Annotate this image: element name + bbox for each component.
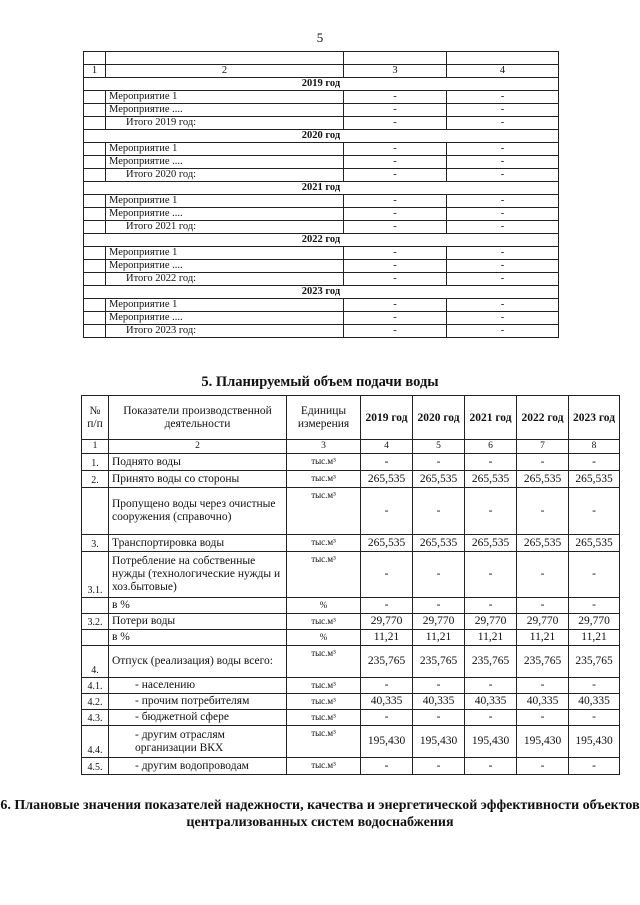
value-cell: - [344, 117, 447, 130]
value-cell: - [465, 678, 517, 694]
year-row [84, 234, 559, 247]
value-cell: 265,535 [361, 471, 413, 488]
year-row [84, 130, 559, 143]
col-index: 3 [287, 440, 361, 454]
value-cell: - [344, 299, 447, 312]
event-name: Мероприятие 1 [106, 195, 344, 208]
col-number: 1 [84, 65, 106, 78]
value-cell: - [344, 221, 447, 234]
indicator-name: Потери воды [109, 614, 287, 630]
row-marker [84, 299, 106, 312]
col-number: 4 [447, 65, 559, 78]
value-cell: 265,535 [517, 535, 569, 552]
value-cell: - [447, 325, 559, 338]
value-cell: 11,21 [517, 630, 569, 646]
row-number: 4.5. [82, 758, 109, 775]
table-row [82, 694, 620, 710]
indicator-name: - другим водопроводам [109, 758, 287, 775]
col-number: 2 [106, 65, 344, 78]
year-label: 2022 год [84, 234, 559, 247]
value-cell: 29,770 [569, 614, 620, 630]
value-cell: 29,770 [361, 614, 413, 630]
indicator-name: Отпуск (реализация) воды всего: [109, 646, 287, 678]
unit-cell: % [287, 598, 361, 614]
value-cell: 11,21 [465, 630, 517, 646]
row-number [82, 598, 109, 614]
row-number: 4.2. [82, 694, 109, 710]
indicator-name: в % [109, 630, 287, 646]
indicator-name: Поднято воды [109, 454, 287, 471]
unit-cell: тыс.м³ [287, 646, 361, 678]
col-index: 4 [361, 440, 413, 454]
table-row [82, 535, 620, 552]
table-row [84, 273, 559, 286]
value-cell: - [413, 710, 465, 726]
table-row [82, 598, 620, 614]
indicator-name: - прочим потребителям [109, 694, 287, 710]
table-row [84, 169, 559, 182]
value-cell: 29,770 [465, 614, 517, 630]
value-cell: 235,765 [465, 646, 517, 678]
unit-cell: тыс.м³ [287, 694, 361, 710]
value-cell: 40,335 [413, 694, 465, 710]
table-row [84, 325, 559, 338]
value-cell: - [447, 260, 559, 273]
row-marker [84, 260, 106, 273]
table-row [84, 143, 559, 156]
unit-cell: тыс.м³ [287, 678, 361, 694]
row-marker [84, 312, 106, 325]
value-cell: 195,430 [361, 726, 413, 758]
value-cell: - [517, 678, 569, 694]
year-row [84, 78, 559, 91]
year-row [84, 182, 559, 195]
value-cell: - [361, 488, 413, 535]
table-header-row [82, 396, 620, 440]
value-cell: - [413, 552, 465, 598]
value-cell: 11,21 [569, 630, 620, 646]
unit-cell: тыс.м³ [287, 710, 361, 726]
value-cell: - [447, 169, 559, 182]
col-number: 3 [344, 65, 447, 78]
value-cell: - [344, 247, 447, 260]
col-index: 7 [517, 440, 569, 454]
col-index: 8 [569, 440, 620, 454]
value-cell: 195,430 [569, 726, 620, 758]
indicator-name: Потребление на собственные нужды (технологические нужды и хоз.бытовые) [109, 552, 287, 598]
page-number: 5 [316, 30, 324, 45]
value-cell: - [517, 598, 569, 614]
year-label: 2020 год [84, 130, 559, 143]
table-row [84, 117, 559, 130]
event-name: Мероприятие .... [106, 156, 344, 169]
value-cell: 265,535 [465, 471, 517, 488]
value-cell: - [344, 195, 447, 208]
value-cell: 265,535 [569, 471, 620, 488]
value-cell: - [344, 260, 447, 273]
year-row [84, 286, 559, 299]
col-index: 2 [109, 440, 287, 454]
value-cell: - [465, 710, 517, 726]
value-cell: - [361, 678, 413, 694]
col-index: 5 [413, 440, 465, 454]
value-cell: - [447, 91, 559, 104]
row-number: 3.1. [82, 552, 109, 598]
value-cell: 40,335 [517, 694, 569, 710]
row-marker [84, 156, 106, 169]
value-cell: 235,765 [413, 646, 465, 678]
value-cell: - [517, 758, 569, 775]
value-cell: - [344, 104, 447, 117]
table-row [82, 646, 620, 678]
table-row [84, 299, 559, 312]
table-row [82, 630, 620, 646]
value-cell: 29,770 [413, 614, 465, 630]
indicator-name: Транспортировка воды [109, 535, 287, 552]
value-cell: - [413, 758, 465, 775]
table-blank-row [84, 52, 559, 65]
section-5-title: 5. Планируемый объем подачи воды [201, 374, 439, 390]
value-cell: - [517, 710, 569, 726]
value-cell: - [447, 273, 559, 286]
value-cell: - [465, 488, 517, 535]
header-year: 2021 год [465, 396, 517, 440]
header-unit: Единицы измерения [287, 396, 361, 440]
value-cell: - [447, 221, 559, 234]
value-cell: - [344, 91, 447, 104]
value-cell: - [361, 454, 413, 471]
row-number: 4.4. [82, 726, 109, 758]
event-name: Итого 2023 год: [106, 325, 344, 338]
value-cell: - [344, 208, 447, 221]
value-cell: 195,430 [465, 726, 517, 758]
indicator-name: Принято воды со стороны [109, 471, 287, 488]
value-cell: 40,335 [465, 694, 517, 710]
value-cell: - [344, 169, 447, 182]
table-row [82, 552, 620, 598]
table-row [82, 471, 620, 488]
table-row [84, 91, 559, 104]
value-cell: - [413, 598, 465, 614]
event-name: Итого 2022 год: [106, 273, 344, 286]
table-row [82, 454, 620, 471]
header-year: 2020 год [413, 396, 465, 440]
value-cell: - [569, 710, 620, 726]
value-cell: - [447, 156, 559, 169]
value-cell: - [447, 117, 559, 130]
value-cell: 265,535 [569, 535, 620, 552]
value-cell: - [465, 598, 517, 614]
header-indicator: Показатели производственной деятельности [109, 396, 287, 440]
unit-cell: тыс.м³ [287, 488, 361, 535]
value-cell: 265,535 [413, 471, 465, 488]
year-label: 2023 год [84, 286, 559, 299]
value-cell: - [344, 325, 447, 338]
value-cell: 29,770 [517, 614, 569, 630]
row-marker [84, 195, 106, 208]
value-cell: - [569, 758, 620, 775]
value-cell: - [569, 454, 620, 471]
row-marker [84, 208, 106, 221]
event-name: Мероприятие .... [106, 312, 344, 325]
row-marker [84, 91, 106, 104]
event-name: Мероприятие .... [106, 260, 344, 273]
row-number: 2. [82, 471, 109, 488]
value-cell: - [569, 678, 620, 694]
value-cell: 235,765 [569, 646, 620, 678]
row-marker [84, 221, 106, 234]
table-row [84, 221, 559, 234]
value-cell: - [361, 598, 413, 614]
table-row [84, 156, 559, 169]
row-number [82, 630, 109, 646]
value-cell: 265,535 [413, 535, 465, 552]
value-cell: 195,430 [413, 726, 465, 758]
value-cell: 265,535 [361, 535, 413, 552]
value-cell: - [447, 195, 559, 208]
row-number: 3.2. [82, 614, 109, 630]
value-cell: - [413, 678, 465, 694]
event-name: Мероприятие .... [106, 104, 344, 117]
row-number: 3. [82, 535, 109, 552]
row-number: 4.1. [82, 678, 109, 694]
water-supply-table [81, 395, 620, 775]
value-cell: - [569, 552, 620, 598]
table-header-numbers [84, 65, 559, 78]
table-row [82, 710, 620, 726]
table-row [84, 312, 559, 325]
table-row [82, 726, 620, 758]
table-row [82, 614, 620, 630]
value-cell: 265,535 [517, 471, 569, 488]
value-cell: - [465, 454, 517, 471]
value-cell: - [465, 758, 517, 775]
event-name: Итого 2021 год: [106, 221, 344, 234]
section-6-title: 6. Плановые значения показателей надежности, качества и энергетической эффективности объектов централизованных систем водоснабжения [0, 798, 640, 830]
value-cell: 40,335 [361, 694, 413, 710]
table-header-index-row [82, 440, 620, 454]
value-cell: 40,335 [569, 694, 620, 710]
event-name: Мероприятие 1 [106, 91, 344, 104]
row-marker [84, 247, 106, 260]
row-marker [84, 117, 106, 130]
value-cell: - [361, 710, 413, 726]
row-number: 4. [82, 646, 109, 678]
value-cell: - [447, 299, 559, 312]
unit-cell: тыс.м³ [287, 758, 361, 775]
unit-cell: тыс.м³ [287, 454, 361, 471]
value-cell: - [569, 598, 620, 614]
event-name: Мероприятие 1 [106, 247, 344, 260]
value-cell: 235,765 [361, 646, 413, 678]
value-cell: - [413, 454, 465, 471]
value-cell: - [447, 208, 559, 221]
events-table [83, 51, 559, 338]
table-row [82, 488, 620, 535]
year-label: 2021 год [84, 182, 559, 195]
value-cell: 265,535 [465, 535, 517, 552]
value-cell: 11,21 [413, 630, 465, 646]
value-cell: - [569, 488, 620, 535]
row-marker [84, 143, 106, 156]
value-cell: 235,765 [517, 646, 569, 678]
indicator-name: Пропущено воды через очистные сооружения (справочно) [109, 488, 287, 535]
unit-cell: тыс.м³ [287, 552, 361, 598]
unit-cell: тыс.м³ [287, 614, 361, 630]
row-marker [84, 169, 106, 182]
header-year: 2019 год [361, 396, 413, 440]
value-cell: 195,430 [517, 726, 569, 758]
value-cell: - [447, 312, 559, 325]
header-num: № п/п [82, 396, 109, 440]
col-index: 6 [465, 440, 517, 454]
indicator-name: - другим отраслям организации ВКХ [109, 726, 287, 758]
event-name: Мероприятие .... [106, 208, 344, 221]
value-cell: - [344, 156, 447, 169]
header-year: 2022 год [517, 396, 569, 440]
row-marker [84, 273, 106, 286]
unit-cell: тыс.м³ [287, 471, 361, 488]
indicator-name: - населению [109, 678, 287, 694]
value-cell: - [361, 552, 413, 598]
value-cell: - [465, 552, 517, 598]
value-cell: - [447, 247, 559, 260]
table-row [84, 260, 559, 273]
unit-cell: % [287, 630, 361, 646]
event-name: Итого 2020 год: [106, 169, 344, 182]
value-cell: - [344, 312, 447, 325]
value-cell: - [413, 488, 465, 535]
table-row [84, 208, 559, 221]
header-year: 2023 год [569, 396, 620, 440]
event-name: Мероприятие 1 [106, 299, 344, 312]
value-cell: 11,21 [361, 630, 413, 646]
value-cell: - [517, 552, 569, 598]
row-number: 4.3. [82, 710, 109, 726]
row-marker [84, 104, 106, 117]
table-row [84, 195, 559, 208]
event-name: Итого 2019 год: [106, 117, 344, 130]
value-cell: - [344, 273, 447, 286]
indicator-name: в % [109, 598, 287, 614]
event-name: Мероприятие 1 [106, 143, 344, 156]
indicator-name: - бюджетной сфере [109, 710, 287, 726]
value-cell: - [517, 488, 569, 535]
unit-cell: тыс.м³ [287, 726, 361, 758]
row-number [82, 488, 109, 535]
table-row [84, 247, 559, 260]
row-marker [84, 325, 106, 338]
value-cell: - [447, 143, 559, 156]
unit-cell: тыс.м³ [287, 535, 361, 552]
value-cell: - [361, 758, 413, 775]
col-index: 1 [82, 440, 109, 454]
value-cell: - [447, 104, 559, 117]
value-cell: - [344, 143, 447, 156]
table-row [84, 104, 559, 117]
table-row [82, 678, 620, 694]
row-number: 1. [82, 454, 109, 471]
table-row [82, 758, 620, 775]
year-label: 2019 год [84, 78, 559, 91]
value-cell: - [517, 454, 569, 471]
